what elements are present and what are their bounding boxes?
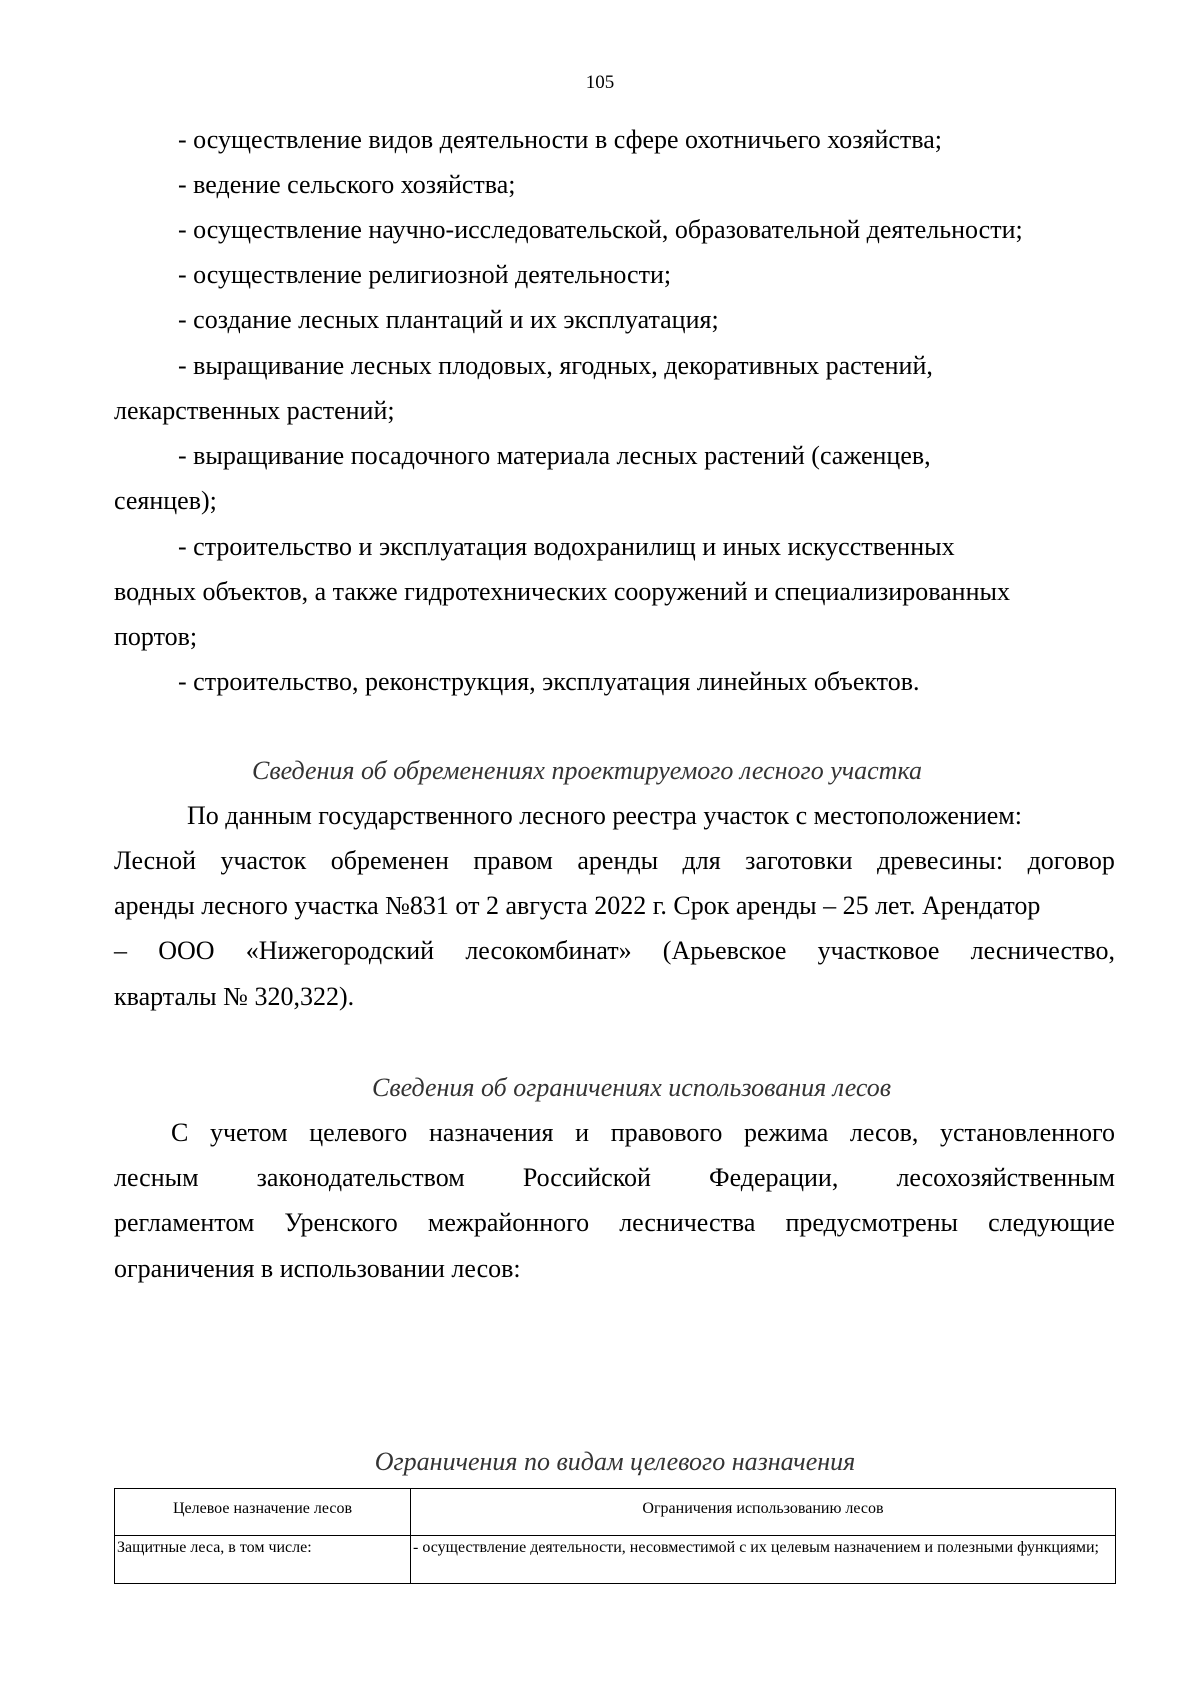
word: Российской [522, 1163, 651, 1192]
list-item-seedlings-line2: сеянцев); [114, 486, 217, 515]
word: для [682, 846, 721, 875]
list-item-cultivation-line1: - выращивание лесных плодовых, ягодных, декоративных растений, [178, 351, 933, 380]
list-item-seedlings-line1: - выращивание посадочного материала лесных растений (саженцев, [178, 441, 931, 470]
word: Уренского [284, 1208, 398, 1237]
restrictions-line-1 [171, 1118, 1115, 1148]
encumbrance-line-4 [114, 936, 1115, 966]
word: межрайонного [427, 1208, 590, 1237]
restrictions-line-2 [114, 1163, 1115, 1193]
word: (Арьевское [662, 936, 787, 965]
list-item: - создание лесных плантаций и их эксплуатация; [178, 305, 719, 334]
word: лесов, [849, 1118, 919, 1147]
word: договор [1027, 846, 1115, 875]
word: правового [610, 1118, 723, 1147]
word: целевого [309, 1118, 408, 1147]
word: законодательством [256, 1163, 465, 1192]
word: правом [473, 846, 553, 875]
word: обременен [330, 846, 449, 875]
table-cell-purpose: Защитные леса, в том числе: [115, 1536, 411, 1584]
word: назначения [428, 1118, 554, 1147]
encumbrance-line-5: кварталы № 320,322). [114, 982, 355, 1011]
table-cell-restriction: - осуществление деятельности, несовместимой с их целевым назначением и полезными функциями; [411, 1536, 1116, 1584]
word: лесохозяйственным [896, 1163, 1115, 1192]
table-header-row [115, 1489, 1116, 1536]
word: «Нижегородский [245, 936, 435, 965]
list-item-linear: - строительство, реконструкция, эксплуатация линейных объектов. [178, 667, 920, 696]
encumbrance-line-3: аренды лесного участка №831 от 2 августа 2022 г. Срок аренды – 25 лет. Арендатор [114, 891, 1041, 920]
word: учетом [209, 1118, 288, 1147]
table-header-restriction: Ограничения использованию лесов [411, 1489, 1116, 1536]
word: Лесной [114, 846, 197, 875]
list-item-reservoirs-line1: - строительство и эксплуатация водохранилищ и иных искусственных [178, 532, 955, 561]
word: режима [744, 1118, 829, 1147]
restrictions-line-3 [114, 1208, 1115, 1238]
word: регламентом [114, 1208, 255, 1237]
restrictions-table [114, 1488, 1116, 1584]
word: установленного [940, 1118, 1115, 1147]
table-header-purpose: Целевое назначение лесов [115, 1489, 411, 1536]
word: заготовки [745, 846, 853, 875]
word: лесокомбинат» [465, 936, 632, 965]
word: лесным [114, 1163, 199, 1192]
word: аренды [577, 846, 659, 875]
page-number: 105 [585, 72, 615, 93]
table-caption: Ограничения по видам целевого назначения [374, 1447, 856, 1476]
restrictions-heading: Сведения об ограничениях использования лесов [372, 1073, 892, 1102]
word: лесничество, [970, 936, 1115, 965]
word: лесничества [619, 1208, 756, 1237]
word: участок [220, 846, 307, 875]
list-item: - осуществление религиозной деятельности; [178, 260, 672, 289]
word: ООО [158, 936, 215, 965]
list-item: - ведение сельского хозяйства; [178, 170, 516, 199]
list-item: - осуществление научно-исследовательской, образовательной деятельности; [178, 215, 1023, 244]
word: предусмотрены [785, 1208, 959, 1237]
encumbrance-line-1: По данным государственного лесного реестра участок с местоположением: [187, 801, 1022, 830]
list-item-reservoirs-line2: водных объектов, а также гидротехнических сооружений и специализированных [114, 577, 1010, 606]
word: и [575, 1118, 590, 1147]
list-item-cultivation-line2: лекарственных растений; [114, 396, 395, 425]
word: древесины: [876, 846, 1004, 875]
word: следующие [988, 1208, 1115, 1237]
table-row [115, 1536, 1116, 1584]
encumbrance-heading: Сведения об обременениях проектируемого лесного участка [252, 756, 922, 785]
encumbrance-line-2 [114, 846, 1115, 876]
word: С [171, 1118, 189, 1147]
word: участковое [817, 936, 940, 965]
word: Федерации, [709, 1163, 839, 1192]
word: – [114, 936, 127, 965]
restrictions-line-4: ограничения в использовании лесов: [114, 1254, 521, 1283]
list-item-reservoirs-line3: портов; [114, 622, 198, 651]
list-item: - осуществление видов деятельности в сфере охотничьего хозяйства; [178, 125, 942, 154]
